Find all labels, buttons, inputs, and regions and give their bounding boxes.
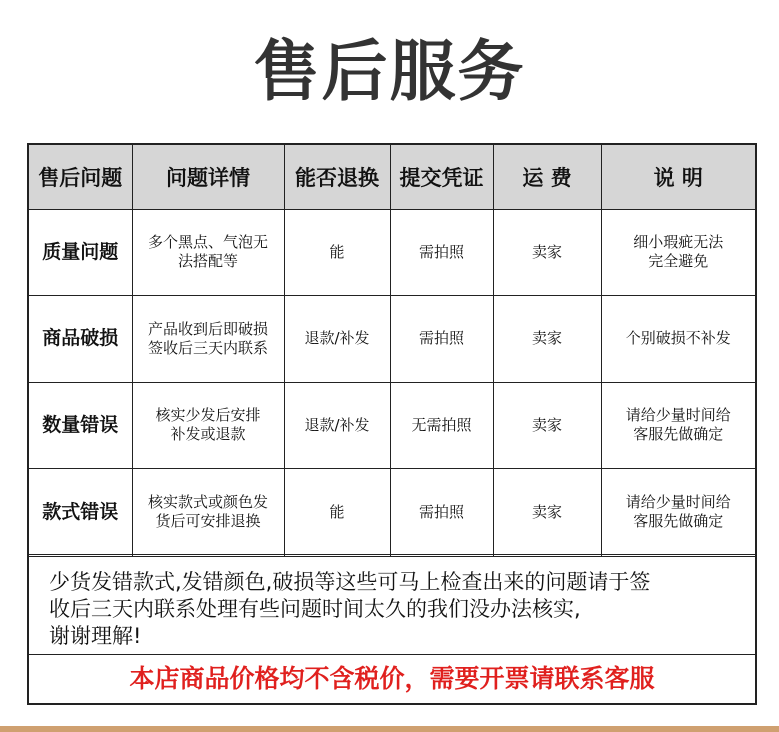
table-row [29,468,755,556]
bottom-strip [0,726,779,732]
row-proof: 无需拍照 [390,382,493,468]
row-detail: 核实款式或颜色发 货后可安排退换 [132,468,284,556]
notice-text: 少货发错款式,发错颜色,破损等这些可马上检查出来的问题请于签 收后三天内联系处理有些问题时间太久的我们没办法核实, 谢谢理解! [29,554,755,654]
row-proof: 需拍照 [390,209,493,295]
row-note: 个别破损不补发 [601,295,755,382]
col-header-proof: 提交凭证 [390,145,493,209]
table-header-row [29,145,755,209]
row-detail: 核实少发后安排 补发或退款 [132,382,284,468]
table-row [29,209,755,295]
col-header-detail: 问题详情 [132,145,284,209]
table-row [29,295,755,382]
col-header-note: 说 明 [601,145,755,209]
after-sales-table [29,145,755,557]
row-shipping: 卖家 [493,295,601,382]
after-sales-panel [27,143,757,705]
row-shipping: 卖家 [493,468,601,556]
col-header-issue: 售后问题 [29,145,132,209]
row-return: 退款/补发 [284,382,390,468]
row-note: 细小瑕疵无法 完全避免 [601,209,755,295]
row-detail: 产品收到后即破损 签收后三天内联系 [132,295,284,382]
row-return: 退款/补发 [284,295,390,382]
row-issue: 质量问题 [29,209,132,295]
row-proof: 需拍照 [390,295,493,382]
row-issue: 数量错误 [29,382,132,468]
row-proof: 需拍照 [390,468,493,556]
row-note: 请给少量时间给 客服先做确定 [601,468,755,556]
row-shipping: 卖家 [493,209,601,295]
table-row [29,382,755,468]
row-detail: 多个黑点、气泡无 法搭配等 [132,209,284,295]
row-issue: 款式错误 [29,468,132,556]
page-title: 售后服务 [253,33,526,110]
col-header-return: 能否退换 [284,145,390,209]
row-issue: 商品破损 [29,295,132,382]
row-shipping: 卖家 [493,382,601,468]
row-return: 能 [284,468,390,556]
row-note: 请给少量时间给 客服先做确定 [601,382,755,468]
row-return: 能 [284,209,390,295]
invoice-notice: 本店商品价格均不含税价，需要开票请联系客服 [29,654,755,703]
col-header-shipping: 运 费 [493,145,601,209]
